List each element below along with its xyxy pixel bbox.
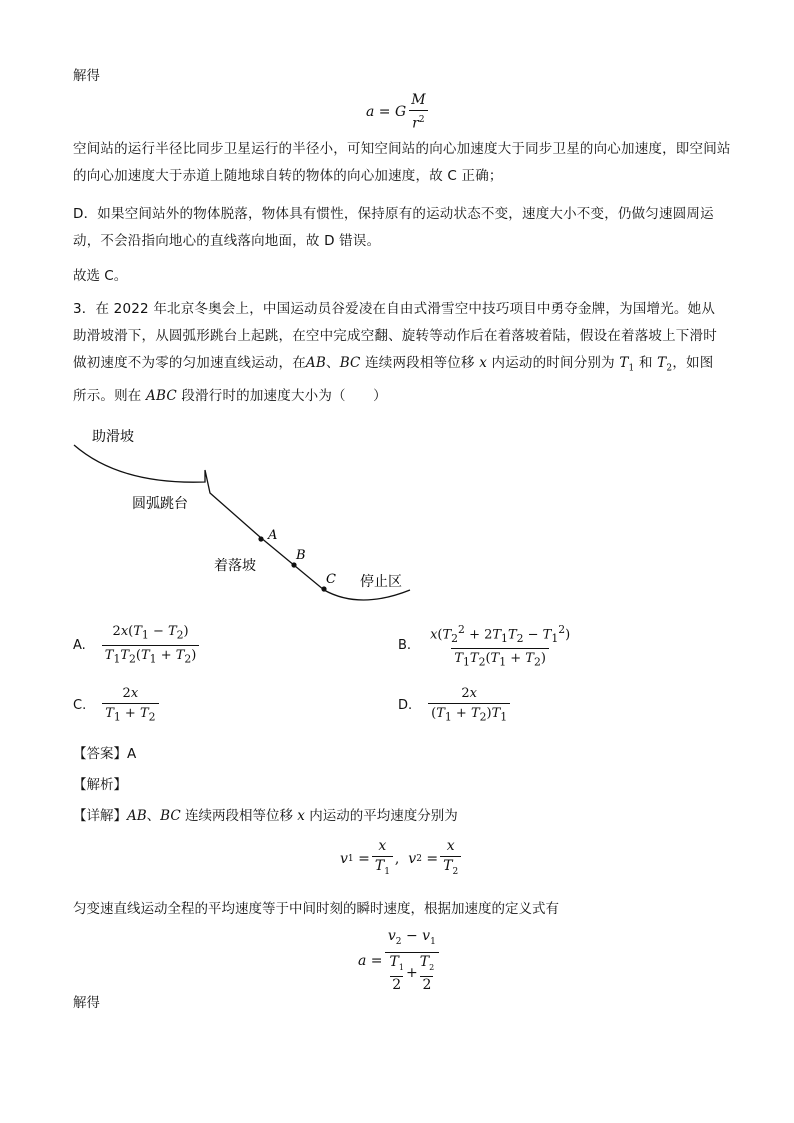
- detail-var-x: x: [297, 808, 305, 824]
- text-jiede-1: 解得: [73, 68, 100, 84]
- option-a-formula: $\frac{2x(T_1 - T_2)}{T_1T_2(T_1 + T_2)}$: [102, 623, 200, 667]
- detail-segment-ab: AB: [127, 808, 147, 824]
- detail-text-c: 连续两段相等位移: [180, 808, 298, 824]
- ski-slope-diagram: [60, 425, 440, 615]
- label-zhuhuapo: 助滑坡: [92, 429, 134, 445]
- paragraph-uniform-acceleration: 匀变速直线运动全程的平均速度等于中间时刻的瞬时速度，根据加速度的定义式有: [73, 901, 559, 917]
- segment-bc: BC: [339, 355, 361, 371]
- option-b-label: B.: [398, 638, 412, 654]
- text-jiede-2: 解得: [73, 995, 100, 1011]
- separator: 、: [325, 355, 340, 371]
- equation-gravity-acceleration: a = G $\frac{M}{r^2}$: [366, 92, 431, 133]
- question-3-text-d: ，如图所示。则在: [73, 355, 714, 404]
- label-zhuoluopo: 着落坡: [214, 558, 256, 574]
- segment-ab: AB: [305, 355, 326, 371]
- var-x: x: [479, 355, 488, 371]
- analysis-tag: 【解析】: [73, 777, 127, 793]
- label-tingzhiqu: 停止区: [360, 574, 402, 590]
- option-b[interactable]: [398, 621, 575, 671]
- option-c[interactable]: [73, 685, 161, 726]
- detail-segment-bc: BC: [160, 808, 181, 824]
- detail-separator: 、: [146, 808, 161, 824]
- question-3-stem: [73, 296, 723, 410]
- detail-text-d: 内运动的平均速度分别为: [304, 808, 458, 824]
- equation-acceleration-definition: a = $v_2 - v_1$ $\frac{T_1}{2}$ + $\frac{T_2}{2}$: [358, 928, 441, 994]
- point-b-dot: [291, 562, 296, 567]
- option-c-formula: $\frac{2x}{T_1 + T_2}$: [102, 685, 158, 726]
- question-3-text-c: 内运动的时间分别为: [487, 355, 620, 371]
- option-b-formula: $\frac{x(T_2^2 + 2T_1T_2 - T_1^2)}{T_1T_2(T_1 + T_2)}$: [430, 623, 571, 669]
- question-3-text-a: 3．在 2022 年北京冬奥会上，中国运动员谷爱凌在自由式滑雪空中技巧项目中勇夺金牌，为国增光。她从助滑坡滑下，从圆弧形跳台上起跳，在空中完成空翻、旋转等动作后在着落坡着陆，假设在着落坡上下滑时做初速度不为零的匀加速直线运动，在: [73, 301, 717, 371]
- segment-abc: ABC: [146, 387, 177, 404]
- var-t2: $T_2$: [657, 355, 673, 374]
- question-3-and: 和: [634, 355, 658, 371]
- question-3-text-b: 连续两段相等位移: [360, 355, 480, 371]
- label-point-b: B: [296, 548, 306, 563]
- option-d[interactable]: [398, 685, 512, 726]
- option-a-label: A.: [73, 637, 86, 653]
- detail-tag: 【详解】: [73, 808, 127, 824]
- point-c-dot: [321, 586, 326, 591]
- option-d-label: D.: [398, 697, 413, 713]
- label-point-c: C: [326, 572, 336, 587]
- detail-line: [73, 806, 458, 826]
- equation-average-velocities: v 1 = $\frac{x}{T_1}$ , v 2 = $\frac{x}{T_2}$: [340, 838, 463, 881]
- text-answer-c: 故选 C。: [73, 268, 128, 284]
- var-t1: $T_1$: [619, 355, 635, 374]
- option-d-formula: $\frac{2x}{(T_1 + T_2)T_1}$: [428, 685, 510, 726]
- label-tiaotai: 圆弧跳台: [132, 496, 188, 512]
- paragraph-option-d: D．如果空间站外的物体脱落，物体具有惯性，保持原有的运动状态不变，速度大小不变，仍做匀速圆周运动，不会沿指向地心的直线落向地面，故 D 错误。: [73, 206, 714, 249]
- option-c-label: C.: [73, 697, 87, 713]
- paragraph-space-station: 空间站的运行半径比同步卫星运行的半径小，可知空间站的向心加速度大于同步卫星的向心加速度，即空间站的向心加速度大于赤道上随地球自转的物体的向心加速度，故 C 正确；: [73, 141, 731, 184]
- point-a-dot: [258, 536, 263, 541]
- question-3-text-e: 段滑行时的加速度大小为（ ）: [176, 387, 387, 404]
- answer-line: [73, 744, 136, 764]
- label-point-a: A: [268, 528, 278, 543]
- option-a[interactable]: [73, 623, 201, 667]
- answer-value: A: [127, 746, 137, 762]
- answer-tag: 【答案】: [73, 746, 127, 762]
